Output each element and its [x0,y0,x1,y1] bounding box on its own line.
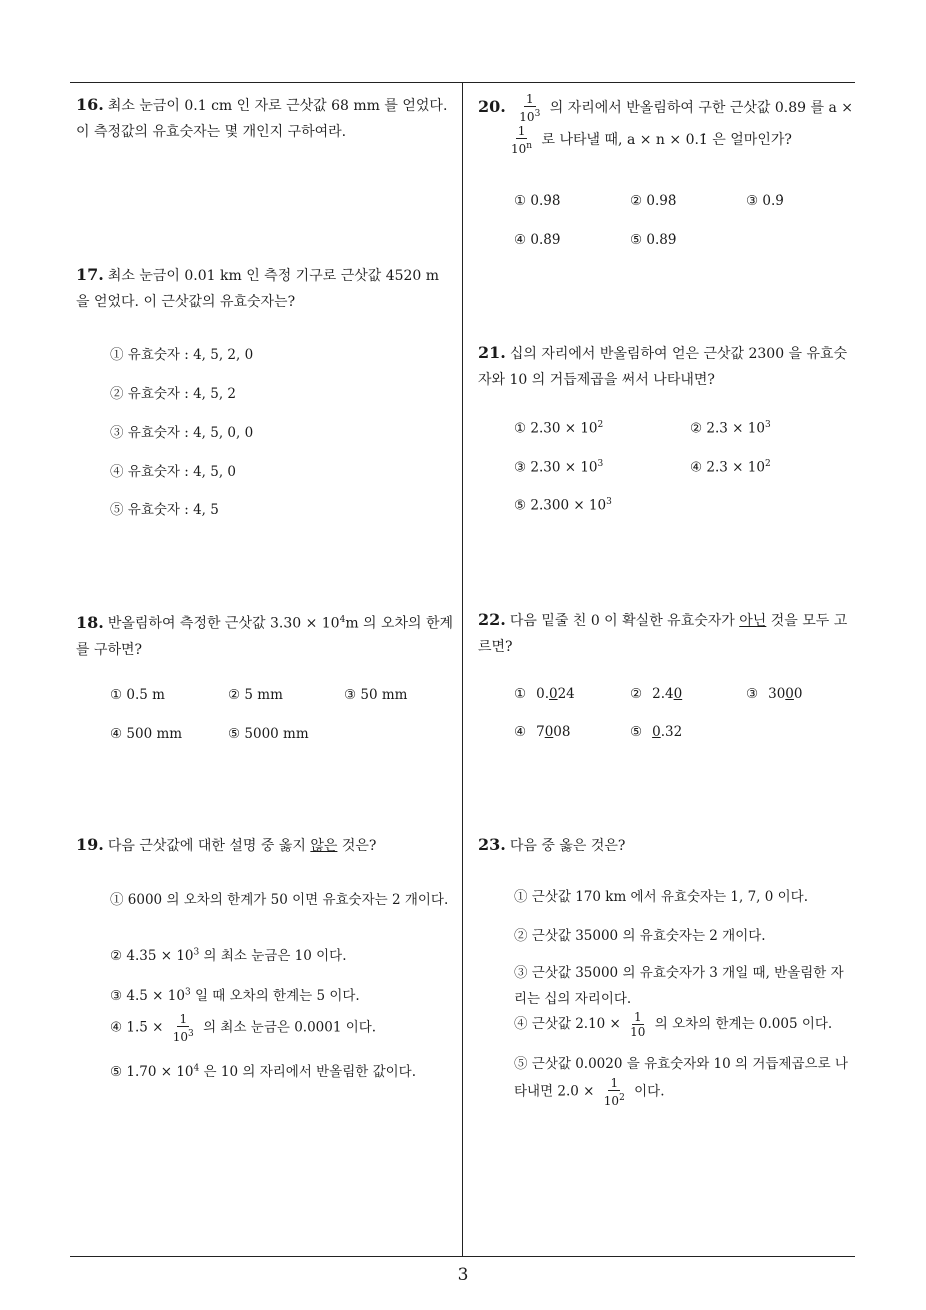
q20-option-5[interactable]: ⑤ 0.89̇ [630,232,677,248]
q17-option-2[interactable]: ② 유효숫자 : 4, 5, 2 [110,386,237,402]
question-text: 십의 자리에서 반올림하여 얻은 근삿값 2300 을 유효숫자와 10 의 거듭제곱을 써서 나타내면? [478,346,848,388]
q19-option-4[interactable]: ④ 1.5 × $\frac{1}{10^3}$ 의 최소 눈금은 0.0001 이다. [110,1012,377,1044]
q18-option-2[interactable]: ② 5 mm [228,687,283,703]
question-number: 23. [478,835,506,854]
q18-option-3[interactable]: ③ 50 mm [344,687,408,703]
column-divider [462,82,463,1257]
q21-option-3[interactable]: ③ $2.30 \times 10^3$ [514,459,604,476]
q21-option-1[interactable]: ① $2.30 \times 10^2$ [514,420,604,437]
q17-option-4[interactable]: ④ 유효숫자 : 4, 5, 0 [110,464,237,480]
question-21 [478,340,860,393]
q20-option-4[interactable]: ④ 0.8̇9̇ [514,232,561,248]
fraction: $\frac{1}{10^3}$ [172,1012,194,1044]
question-18: 18. 반올림하여 측정한 근삿값 $3.30 \times 10^4m$ 의 오차의 한계를 구하면? [76,612,454,658]
q18-option-5[interactable]: ⑤ 5000 mm [228,726,309,742]
q17-option-3[interactable]: ③ 유효숫자 : 4, 5, 0, 0 [110,425,254,441]
fraction: $\frac{1}{10^2}$ [603,1076,625,1108]
q23-option-4[interactable]: ④ 근삿값 2.10 × $\frac{1}{10}$ 의 오차의 한계는 0.005 이다. [514,1010,833,1039]
q19-option-5[interactable]: ⑤ $1.70 \times 10^4$ 은 10 의 자리에서 반올림한 값이다. [110,1063,417,1080]
q20-option-3[interactable]: ③ 0.9̇ [746,193,784,209]
question-19: 19. 다음 근삿값에 대한 설명 중 옳지 않은 것은? [76,835,377,854]
q19-option-2[interactable]: ② $4.35 \times 10^3$ 의 최소 눈금은 10 이다. [110,947,347,964]
q23-option-1[interactable]: ① 근삿값 170 km 에서 유효숫자는 1, 7, 0 이다. [514,889,809,905]
q18-option-1[interactable]: ① 0.5 m [110,687,165,703]
question-17 [76,262,456,315]
q23-option-2[interactable]: ② 근삿값 35000 의 유효숫자는 2 개이다. [514,928,766,944]
q20-option-2[interactable]: ② 0.98̇ [630,193,677,209]
q22-option-5[interactable]: ⑤ 0.32 [630,724,683,740]
question-number: 16. [76,95,104,114]
question-23 [478,832,860,859]
question-text: 최소 눈금이 0.1 cm 인 자로 근삿값 68 mm 를 얻었다. 이 측정값의 유효숫자는 몇 개인지 구하여라. [76,98,448,140]
q19-option-1[interactable]: ① 6000 의 오차의 한계가 50 이면 유효숫자는 2 개이다. [110,892,449,908]
question-text: 최소 눈금이 0.01 km 인 측정 기구로 근삿값 4520 m 을 얻었다. 이 근삿값의 유효숫자는? [76,268,440,310]
q23-option-5[interactable]: ⑤ 근삿값 0.0020 을 유효숫자와 10 의 거듭제곱으로 나타내면 2.0 × $\frac{1}{10^2}$ 이다. [514,1056,848,1108]
bottom-rule [70,1256,855,1257]
fraction: $\frac{1}{10^3}$ [519,92,541,124]
q22-option-2[interactable]: ② 2.40 [630,686,683,702]
q21-option-5[interactable]: ⑤ $2.300 \times 10^3$ [514,497,612,514]
question-20: 20. $\frac{1}{10^3}$ 의 자리에서 반올림하여 구한 근삿값 0.89 를 a × $\frac{1}{10^n}$ 로 나타낼 때, a × n × 0.1̇ 은 얼마인가? [478,92,853,156]
q21-option-2[interactable]: ② $2.3 \times 10^3$ [690,420,771,437]
q17-option-5[interactable]: ⑤ 유효숫자 : 4, 5 [110,502,219,518]
question-number: 21. [478,343,506,362]
q23-option-3[interactable]: ③ 근삿값 35000 의 유효숫자가 3 개일 때, 반올림한 자리는 십의 자리이다. [514,965,844,1007]
question-number: 18. [76,612,104,632]
question-number: 17. [76,265,104,284]
question-number: 19. [76,835,104,854]
q22-option-3[interactable]: ③ 3000 [746,686,803,702]
question-text: 다음 중 옳은 것은? [509,838,626,854]
question-22: 22. 다음 밑줄 친 0 이 확실한 유효숫자가 아닌 것을 모두 고르면? [478,610,848,655]
q17-option-1[interactable]: ① 유효숫자 : 4, 5, 2, 0 [110,347,254,363]
question-number: 22. [478,610,506,629]
q22-option-4[interactable]: ④ 7008 [514,724,571,740]
page-number: 3 [457,1265,469,1285]
q21-option-4[interactable]: ④ $2.3 \times 10^2$ [690,459,771,476]
fraction: $\frac{1}{10^n}$ [511,124,533,156]
q18-option-4[interactable]: ④ 500 mm [110,726,183,742]
q20-option-1[interactable]: ① 0.9̇8̇ [514,193,561,209]
fraction: $\frac{1}{10}$ [630,1010,646,1039]
question-number: 20. [478,97,506,116]
question-16 [76,92,456,145]
q19-option-3[interactable]: ③ $4.5 \times 10^3$ 일 때 오차의 한계는 5 이다. [110,987,360,1004]
q22-option-1[interactable]: ① 0.024 [514,686,575,702]
